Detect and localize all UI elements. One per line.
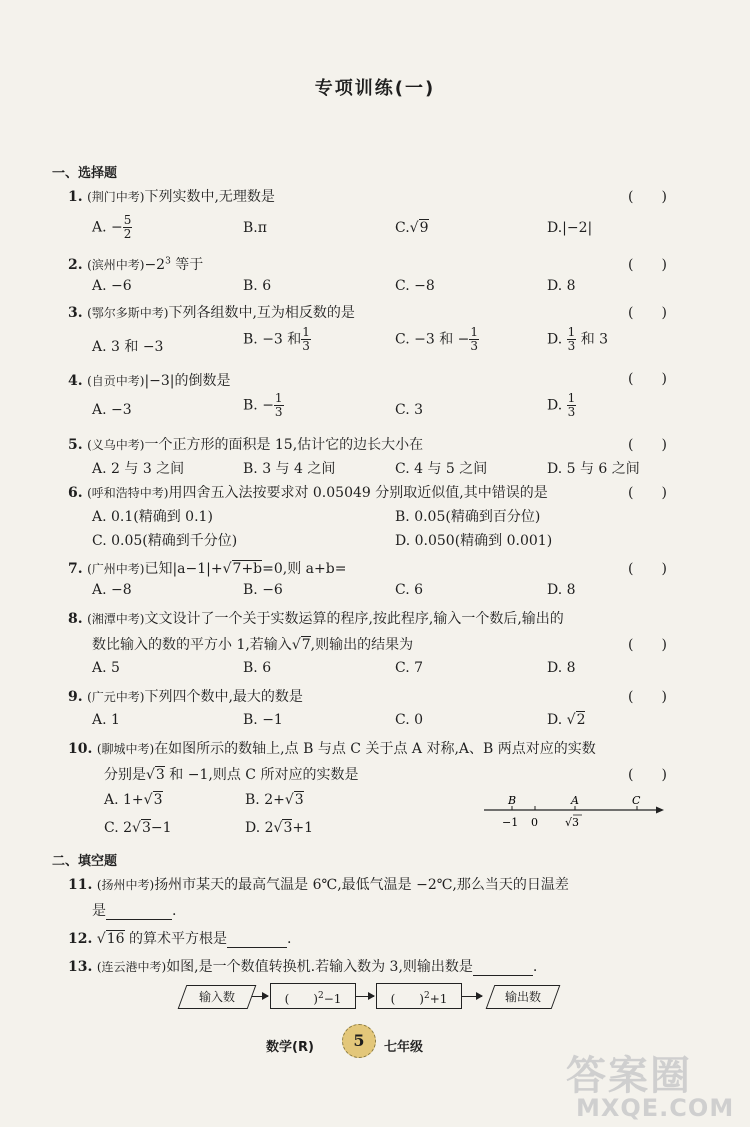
question-12: 12. √16 的算术平方根是 . bbox=[68, 931, 292, 947]
page-title: 专项训练(一) bbox=[314, 78, 436, 99]
question-13: 13. (连云港中考)如图,是一个数值转换机.若输入数为 3,则输出数是 . bbox=[68, 959, 538, 975]
option-d: D. 8 bbox=[547, 278, 576, 294]
answer-paren: ( ) bbox=[628, 637, 667, 653]
section-fill-heading: 二、填空题 bbox=[52, 854, 118, 869]
question-source: (荆门中考) bbox=[87, 190, 145, 204]
flow-arrow-1 bbox=[252, 996, 268, 997]
option-a: A. −6 bbox=[92, 278, 132, 294]
option-c: C. 2√3−1 bbox=[104, 820, 172, 836]
option-d: D. √2 bbox=[547, 712, 586, 728]
flow-box-square-plus-1: ( )$^2$+1 bbox=[376, 983, 462, 1009]
answer-paren: ( ) bbox=[628, 257, 667, 273]
answer-paren: ( ) bbox=[628, 485, 667, 501]
option-b: B. −1 bbox=[243, 712, 283, 728]
answer-paren: ( ) bbox=[628, 371, 667, 387]
flow-input-box: 输入数 bbox=[178, 985, 257, 1009]
question-8-line2: 数比输入的数的平方小 1,若输入√7,则输出的结果为 bbox=[92, 637, 414, 653]
question-3: 3. (鄂尔多斯中考)下列各组数中,互为相反数的是 bbox=[68, 305, 355, 321]
option-c: C.√9 bbox=[395, 220, 429, 236]
option-a: A. 2 与 3 之间 bbox=[92, 461, 185, 477]
label-A: A bbox=[571, 794, 579, 807]
footer-grade: 七年级 bbox=[384, 1040, 424, 1055]
answer-paren: ( ) bbox=[628, 561, 667, 577]
option-d: D. $\frac{1}{3}$ 和 3 bbox=[547, 325, 609, 353]
question-8: 8. (湘潭中考)文文设计了一个关于实数运算的程序,按此程序,输入一个数后,输出的 bbox=[68, 611, 564, 627]
footer-page-number: 5 bbox=[342, 1024, 376, 1058]
option-a: A. −8 bbox=[92, 582, 132, 598]
question-1 bbox=[68, 186, 275, 206]
question-5: 5. (义乌中考)一个正方形的面积是 15,估计它的边长大小在 bbox=[68, 437, 424, 453]
question-6: 6. (呼和浩特中考)用四舍五入法按要求对 0.05049 分别取近似值,其中错误的是 bbox=[68, 485, 548, 501]
answer-paren: ( ) bbox=[628, 767, 667, 783]
option-d: D. 5 与 6 之间 bbox=[547, 461, 640, 477]
question-9: 9. (广元中考)下列四个数中,最大的数是 bbox=[68, 689, 303, 705]
option-d: D. $\frac{1}{3}$ bbox=[547, 391, 576, 419]
watermark-logo: 答案圈 bbox=[566, 1053, 692, 1099]
number-line-figure bbox=[480, 790, 670, 836]
answer-blank[interactable] bbox=[473, 961, 533, 976]
answer-paren: ( ) bbox=[628, 305, 667, 321]
option-a: A. −3 bbox=[92, 402, 132, 418]
option-a: A. 0.1(精确到 0.1) bbox=[92, 509, 213, 525]
question-text: 下列实数中,无理数是 bbox=[144, 189, 275, 205]
question-7: 7. (广州中考)已知|a−1|+√7+b=0,则 a+b= bbox=[68, 561, 347, 577]
option-a: A. − $\frac{5}{2}$ bbox=[92, 213, 132, 241]
option-d: D. 2√3+1 bbox=[245, 820, 314, 836]
watermark-url: MXQE.COM bbox=[576, 1094, 735, 1122]
option-b: B.π bbox=[243, 220, 267, 236]
option-c: C. −3 和 − $\frac{1}{3}$ bbox=[395, 325, 479, 353]
option-c: C. 0.05(精确到千分位) bbox=[92, 533, 238, 549]
question-4: 4. (自贡中考)|−3|的倒数是 bbox=[68, 373, 231, 389]
option-b: B. 6 bbox=[243, 278, 272, 294]
flow-arrow-3 bbox=[462, 996, 482, 997]
option-c: C. 0 bbox=[395, 712, 424, 728]
option-b: B. −3 和 $\frac{1}{3}$ bbox=[243, 325, 310, 353]
option-d: D. 8 bbox=[547, 582, 576, 598]
option-c: C. 7 bbox=[395, 660, 424, 676]
question-number: 1. bbox=[68, 189, 83, 205]
flow-output-box: 输出数 bbox=[486, 985, 561, 1009]
option-a: A. 3 和 −3 bbox=[92, 339, 164, 355]
answer-paren: ( ) bbox=[628, 189, 667, 205]
tick-label-0: 0 bbox=[531, 816, 538, 829]
option-b: B. 0.05(精确到百分位) bbox=[395, 509, 541, 525]
answer-paren: ( ) bbox=[628, 437, 667, 453]
question-10: 10. (聊城中考)在如图所示的数轴上,点 B 与点 C 关于点 A 对称,A、B 两点对应的实数 bbox=[68, 741, 596, 757]
question-11: 11. (扬州中考)扬州市某天的最高气温是 6℃,最低气温是 −2℃,那么当天的日温差 bbox=[68, 877, 569, 893]
option-b: B. − $\frac{1}{3}$ bbox=[243, 391, 283, 419]
option-b: B. −6 bbox=[243, 582, 283, 598]
option-a: A. 5 bbox=[92, 660, 120, 676]
tick-label-neg1: −1 bbox=[502, 816, 519, 829]
option-a: A. 1+√3 bbox=[104, 792, 163, 808]
option-b: B. 2+√3 bbox=[245, 792, 304, 808]
answer-blank[interactable] bbox=[106, 905, 172, 920]
tick-label-sqrt3: √3 bbox=[565, 816, 580, 829]
answer-blank[interactable] bbox=[227, 933, 287, 948]
option-c: C. 6 bbox=[395, 582, 424, 598]
option-d: D.|−2| bbox=[547, 220, 593, 236]
option-c: C. −8 bbox=[395, 278, 435, 294]
flow-arrow-2 bbox=[356, 996, 374, 997]
option-d: D. 8 bbox=[547, 660, 576, 676]
arrow-head bbox=[656, 807, 664, 814]
question-11-line2: 是 . bbox=[92, 903, 177, 919]
option-b: B. 6 bbox=[243, 660, 272, 676]
section-choice-heading: 一、选择题 bbox=[52, 166, 118, 181]
label-C: C bbox=[632, 794, 641, 807]
option-d: D. 0.050(精确到 0.001) bbox=[395, 533, 553, 549]
option-c: C. 3 bbox=[395, 402, 424, 418]
option-a: A. 1 bbox=[92, 712, 120, 728]
question-10-line2: 分别是√3 和 −1,则点 C 所对应的实数是 bbox=[104, 767, 359, 783]
question-2: 2. (滨州中考)$-2^3$ 等于 bbox=[68, 256, 204, 273]
option-b: B. 3 与 4 之间 bbox=[243, 461, 336, 477]
option-c: C. 4 与 5 之间 bbox=[395, 461, 488, 477]
footer-subject: 数学(R) bbox=[266, 1040, 314, 1055]
answer-paren: ( ) bbox=[628, 689, 667, 705]
label-B: B bbox=[508, 794, 517, 807]
flow-box-square-minus-1: ( )$^2$−1 bbox=[270, 983, 356, 1009]
